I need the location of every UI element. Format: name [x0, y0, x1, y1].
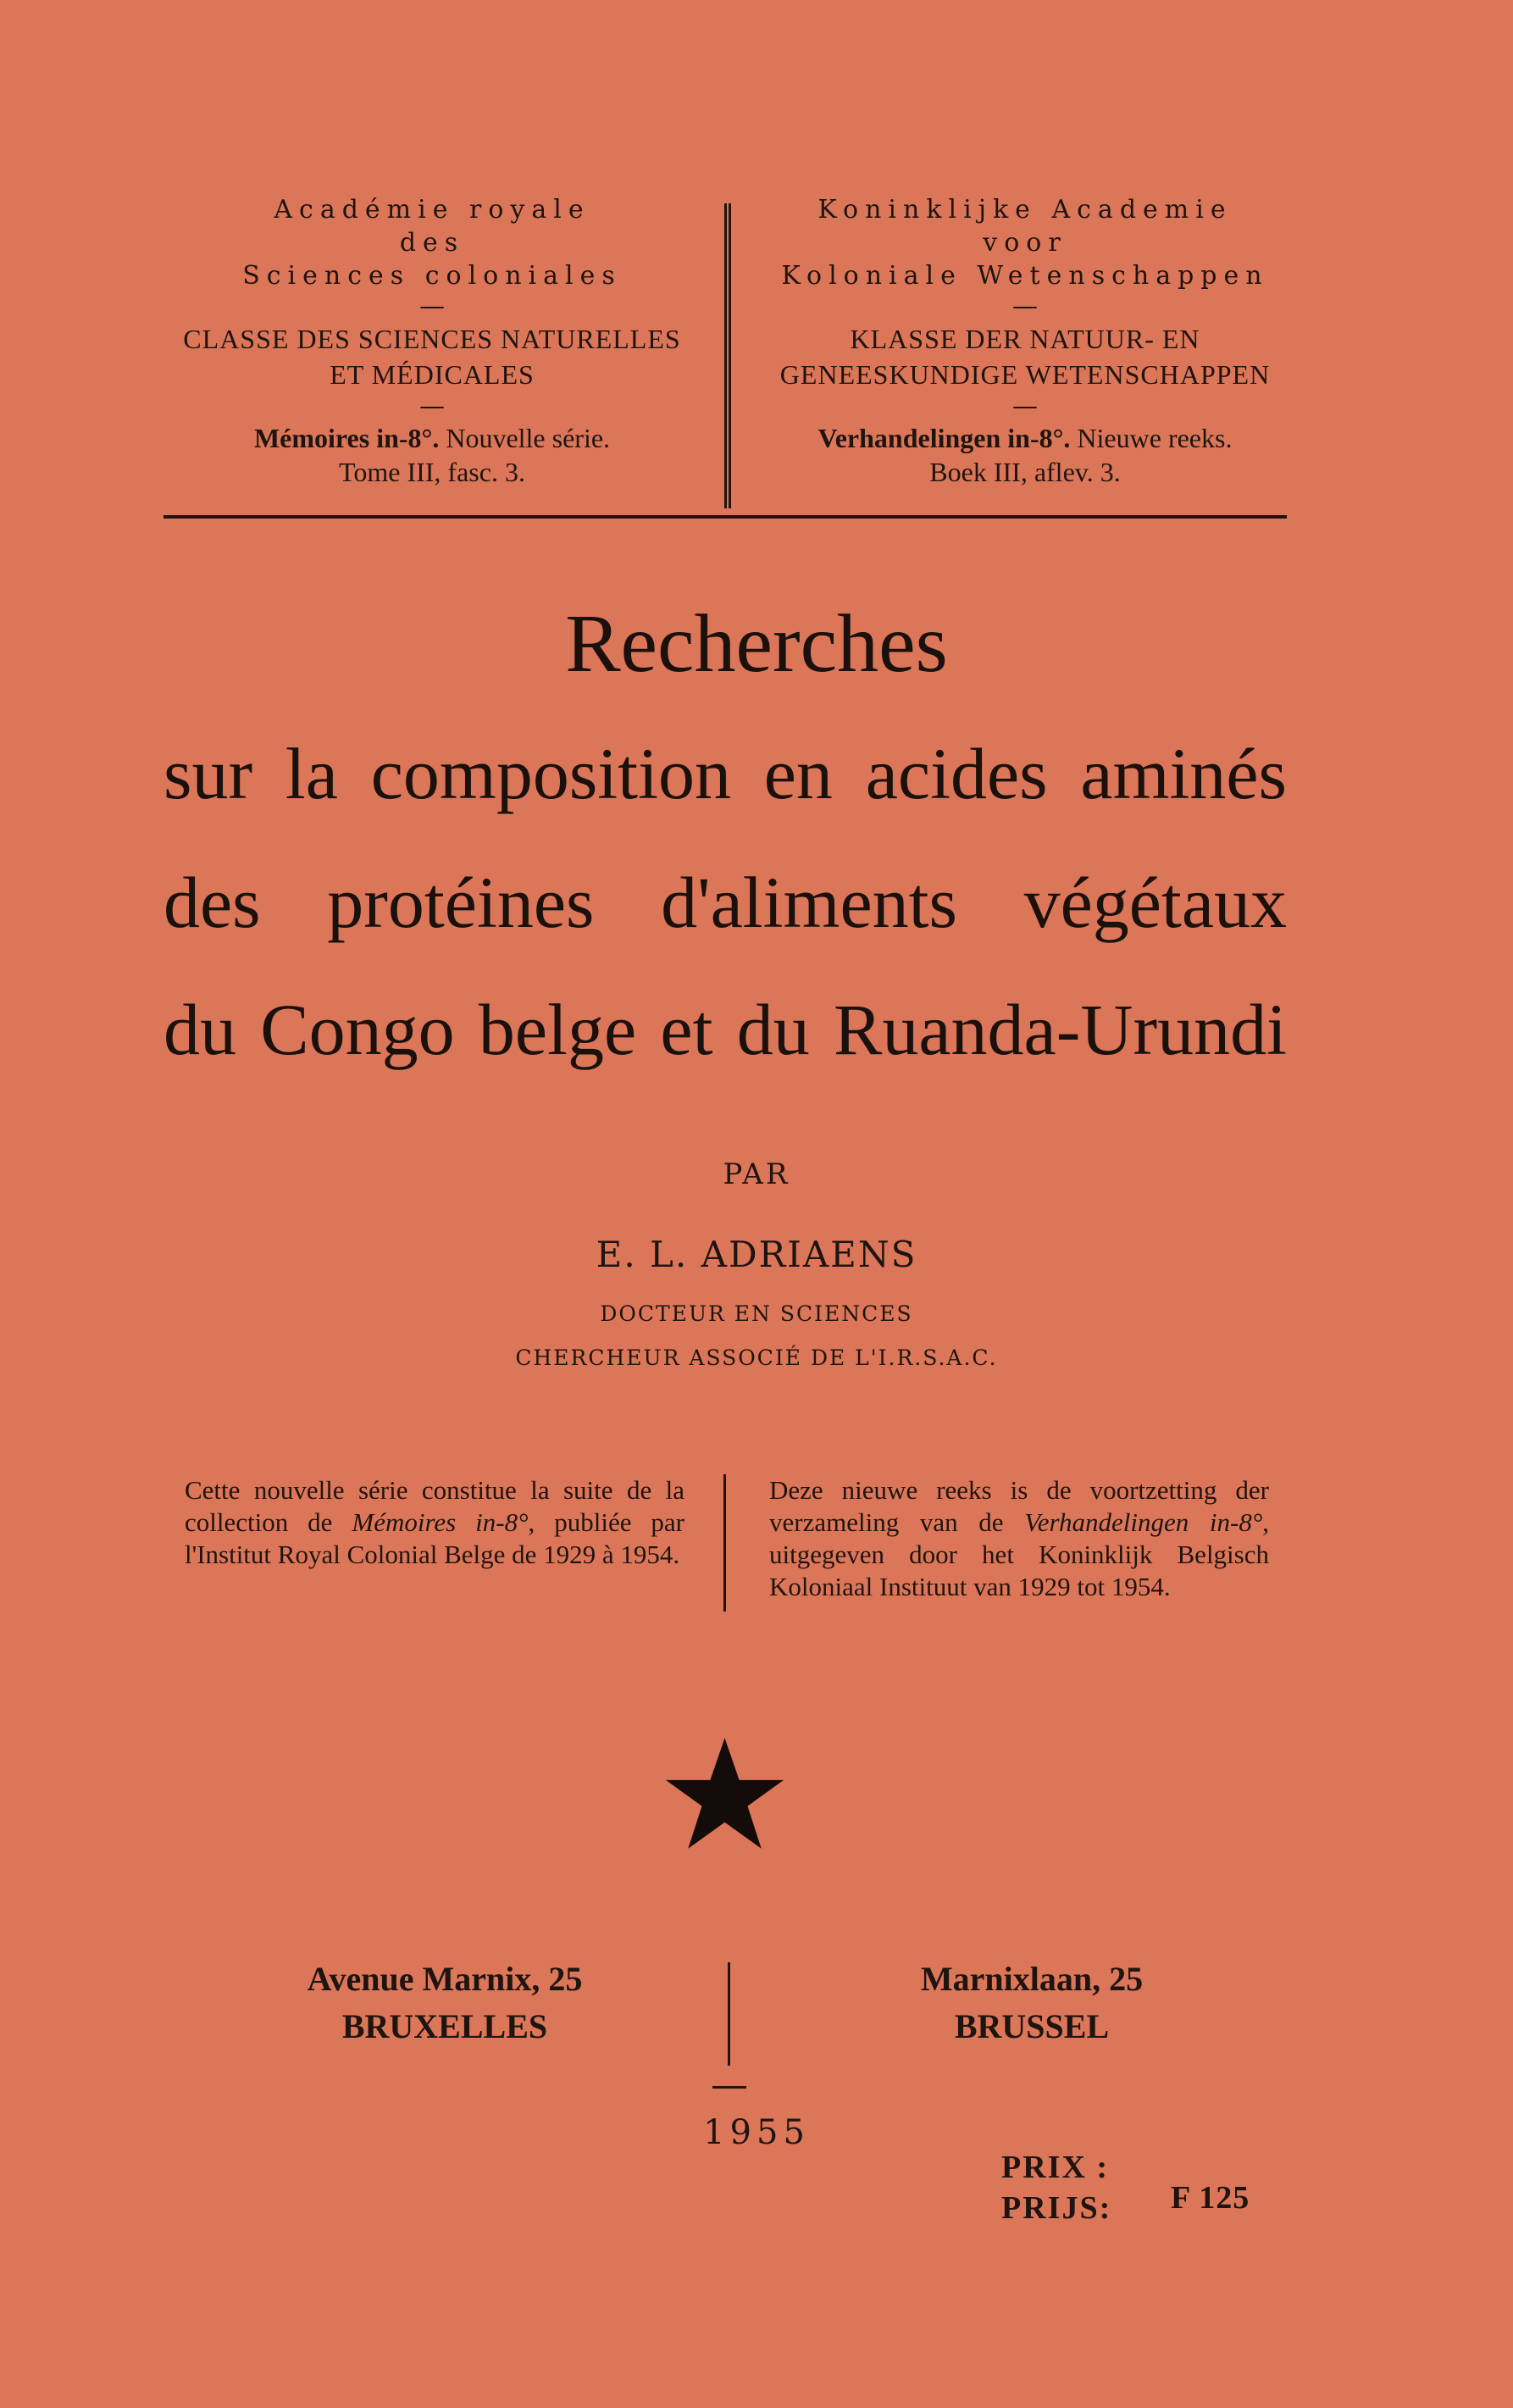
series-fr-rest: Nouvelle série.: [439, 423, 611, 453]
address-nl-street: Marnixlaan, 25: [920, 1960, 1144, 1998]
note-nl-italic: Verhandelingen in-8°: [1024, 1507, 1263, 1537]
note-nl-pre: Deze nieuwe reeks is de voortzetting der verzameling van de: [769, 1475, 1269, 1537]
class-nl-line2: GENEESKUNDIGE WETENSCHAPPEN: [779, 359, 1271, 390]
header-dash: —: [1012, 391, 1038, 421]
note-fr-post: , publiée par l'Institut Royal Colonial Belge de 1929 à 1954.: [185, 1507, 684, 1569]
series-fr-bold: Mémoires in-8°.: [253, 423, 440, 453]
header-right: [737, 193, 1313, 489]
note-nl-post: , uitgegeven door het Koninklijk Belgisch Koloniaal Instituut van 1929 tot 1954.: [769, 1507, 1269, 1601]
address-fr-street: Avenue Marnix, 25: [307, 1960, 583, 1998]
series-note-nl: [769, 1474, 1269, 1603]
author-degree: DOCTEUR EN SCIENCES: [600, 1301, 913, 1326]
institution-nl-line1: Koninklijke Academie: [817, 195, 1233, 225]
header-left: [144, 193, 720, 489]
class-fr-line2: ET MÉDICALES: [330, 359, 535, 390]
title-line3: des protéines d'aliments végétaux: [163, 862, 1287, 943]
class-nl-line1: KLASSE DER NATUUR- EN: [850, 324, 1200, 354]
series-nl-rest: Nieuwe reeks.: [1070, 423, 1233, 453]
title-line2: sur la composition en acides aminés: [163, 733, 1287, 814]
by-label: PAR: [723, 1157, 790, 1191]
header-dash: —: [419, 291, 445, 321]
notes-divider: [723, 1474, 726, 1612]
price-label-fr: PRIX :: [1001, 2150, 1110, 2185]
series-note-fr: [185, 1474, 684, 1571]
note-fr-italic: Mémoires in-8°: [352, 1507, 529, 1537]
header-dash: —: [1012, 291, 1038, 321]
institution-nl-line3: Koloniale Wetenschappen: [781, 261, 1269, 291]
series-nl-bold: Verhandelingen in-8°.: [817, 423, 1071, 453]
author-name: E. L. ADRIAENS: [596, 1234, 917, 1275]
institution-nl-line2: voor: [983, 228, 1067, 258]
institution-fr-line3: Sciences coloniales: [242, 261, 622, 291]
price-value: F 125: [1171, 2180, 1250, 2216]
institution-fr-line1: Académie royale: [274, 195, 590, 225]
address-fr: [208, 1956, 682, 2050]
header-rule: [163, 515, 1287, 519]
title-line1: Recherches: [565, 598, 948, 690]
price-label-nl: PRIJS:: [1001, 2190, 1112, 2226]
author-position: CHERCHEUR ASSOCIÉ DE L'I.R.S.A.C.: [515, 1345, 998, 1370]
volume-fr: Tome III, fasc. 3.: [339, 457, 525, 487]
publication-year: 1955: [703, 2113, 810, 2152]
address-nl-city: BRUSSEL: [954, 2007, 1110, 2045]
price-labels: [1001, 2147, 1111, 2228]
class-fr-line1: CLASSE DES SCIENCES NATURELLES: [183, 324, 681, 354]
header-dash: —: [419, 391, 445, 421]
header-divider: [724, 203, 731, 508]
note-fr-pre: Cette nouvelle série constitue la suite de la collection de: [185, 1475, 684, 1537]
volume-nl: Boek III, aflev. 3.: [929, 457, 1121, 487]
institution-fr-line2: des: [399, 228, 465, 258]
address-nl: [795, 1956, 1269, 2050]
address-fr-city: BRUXELLES: [341, 2007, 548, 2045]
series-fr: [144, 421, 720, 455]
address-divider: [728, 1962, 730, 2066]
title-line4: du Congo belge et du Ruanda-Urundi: [163, 989, 1287, 1070]
star-icon: [663, 1735, 786, 1854]
year-dash: [712, 2086, 746, 2089]
series-nl: [737, 421, 1313, 455]
